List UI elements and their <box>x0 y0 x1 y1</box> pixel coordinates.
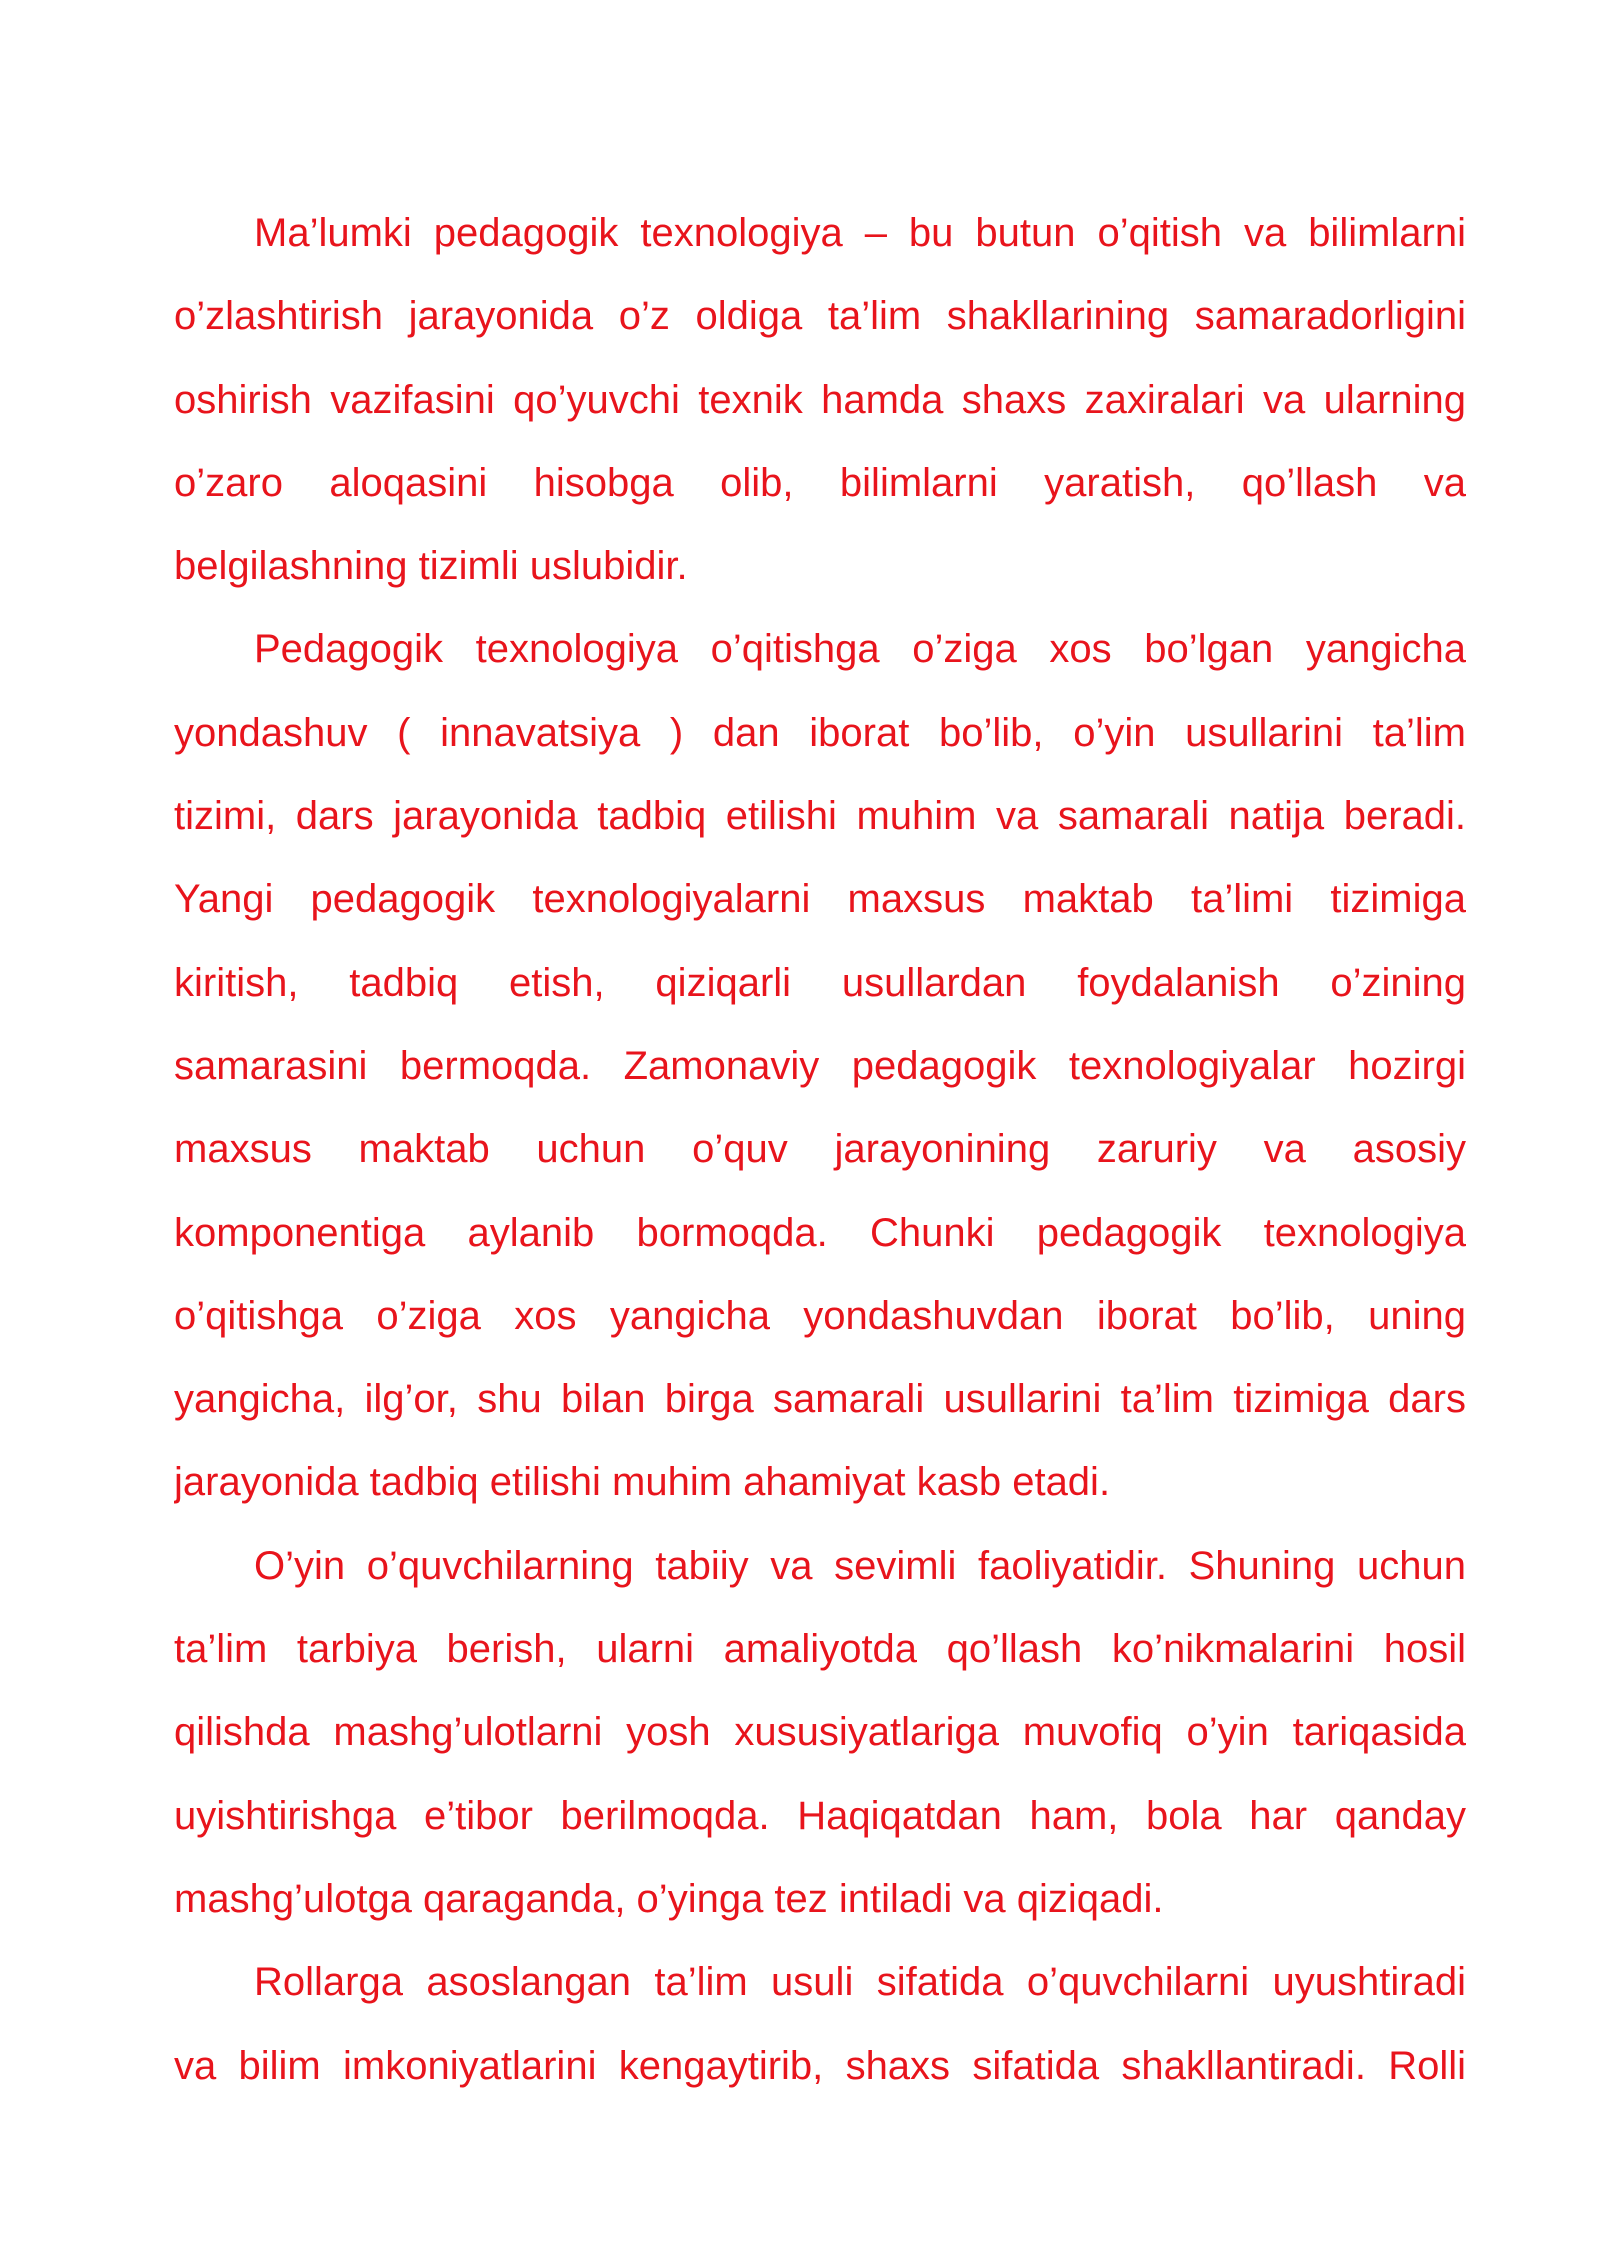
text-line: oshirish vazifasini qo’yuvchi texnik hamda shaxs zaxiralari va ularning <box>174 377 1466 422</box>
text-line: komponentiga aylanib bormoqda. Chunki pedagogik texnologiya <box>174 1210 1466 1255</box>
text-line: jarayonida tadbiq etilishi muhim ahamiyat kasb etadi. <box>174 1460 1111 1505</box>
text-line: o’qitishga o’ziga xos yangicha yondashuvdan iborat bo’lib, uning <box>174 1293 1466 1338</box>
text-line: uyishtirishga e’tibor berilmoqda. Haqiqatdan ham, bola har qanday <box>174 1793 1466 1838</box>
text-line: Yangi pedagogik texnologiyalarni maxsus maktab ta’limi tizimiga <box>174 877 1466 922</box>
paragraph-1 <box>174 192 1466 608</box>
text-line: qilishda mashg’ulotlarni yosh xususiyatlariga muvofiq o’yin tariqasida <box>174 1710 1466 1755</box>
text-line: o’zaro aloqasini hisobga olib, bilimlarni yaratish, qo’llash va <box>174 460 1466 505</box>
paragraph-4 <box>174 1941 1466 2108</box>
text-line: ta’lim tarbiya berish, ularni amaliyotda qo’llash ko’nikmalarini hosil <box>174 1627 1466 1672</box>
paragraph-3 <box>174 1525 1466 1941</box>
text-line: tizimi, dars jarayonida tadbiq etilishi muhim va samarali natija beradi. <box>174 794 1466 839</box>
text-line: va bilim imkoniyatlarini kengaytirib, shaxs sifatida shakllantiradi. Rolli <box>174 2043 1466 2088</box>
text-line: belgilashning tizimli uslubidir. <box>174 544 688 589</box>
text-line: samarasini bermoqda. Zamonaviy pedagogik texnologiyalar hozirgi <box>174 1043 1466 1088</box>
text-line: o’zlashtirish jarayonida o’z oldiga ta’lim shakllarining samaradorligini <box>174 294 1466 339</box>
text-line: maxsus maktab uchun o’quv jarayonining zaruriy va asosiy <box>174 1127 1466 1172</box>
text-line: Pedagogik texnologiya o’qitishga o’ziga xos bo’lgan yangicha <box>254 627 1466 672</box>
text-line: mashg’ulotga qaraganda, o’yinga tez intiladi va qiziqadi. <box>174 1876 1164 1921</box>
text-line: yondashuv ( innavatsiya ) dan iborat bo’lib, o’yin usullarini ta’lim <box>174 710 1466 755</box>
text-line: yangicha, ilg’or, shu bilan birga samarali usullarini ta’lim tizimiga dars <box>174 1377 1466 1422</box>
text-line: Rollarga asoslangan ta’lim usuli sifatida o’quvchilarni uyushtiradi <box>254 1960 1466 2005</box>
document-body <box>174 192 1466 2108</box>
text-line: kiritish, tadbiq etish, qiziqarli usullardan foydalanish o’zining <box>174 960 1466 1005</box>
text-line: Ma’lumki pedagogik texnologiya – bu butun o’qitish va bilimlarni <box>254 211 1466 255</box>
text-line: O’yin o’quvchilarning tabiiy va sevimli faoliyatidir. Shuning uchun <box>254 1543 1466 1588</box>
paragraph-2 <box>174 608 1466 1524</box>
